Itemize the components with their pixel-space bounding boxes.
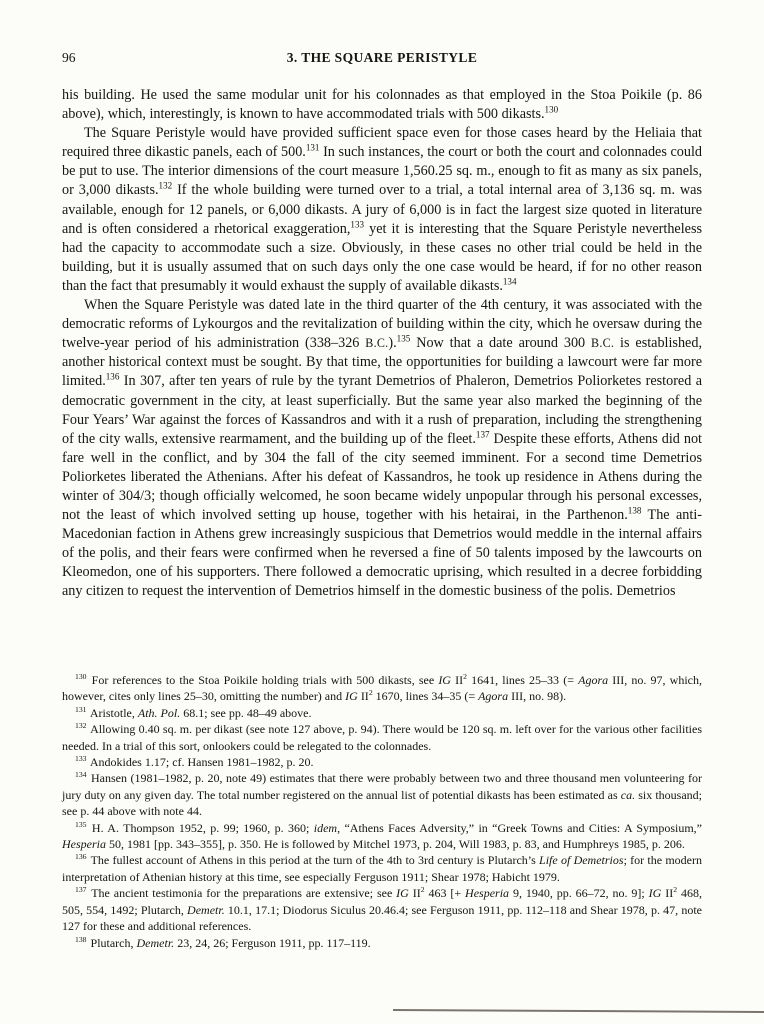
text-run: Plutarch, [90,935,137,950]
text-run: his building. He used the same modular unit for his colonnades as that employed in the Stoa Poikile (p. 86 above), which, interestingly, is known to have accommodated trials with 500 dikasts. [62,87,702,123]
text-run: ). [388,335,397,352]
text-run: III, no. 98). [508,689,567,704]
footnote [62,721,702,754]
small-caps-text: B.C. [365,336,389,351]
footnote-ref: 130 [544,104,559,115]
text-run: Allowing 0.40 sq. m. per dikast (see note 127 above, p. 94). There would be 120 sq. m. left over for the various other facilities needed. In a trial of this sort, onlookers could be relegated to the colonnades. [62,722,702,753]
footnote [62,672,702,705]
italic-text: Hesperia [465,886,510,901]
text-run: 10.1, 17.1; Diodorus Siculus 20.46.4; see Ferguson 1911, pp. 112–118 and Shear 1978, p. 47, note 127 for these and additional references. [62,902,702,934]
footnote-ref: 2 [673,885,678,895]
text-run: In 307, after ten years of rule by the tyrant Demetrios of Phaleron, Demetrios Poliorketes restored a democratic government in the city, at least superficially. But the same year also marked the beginning of the Four Years’ War against the forces of Kassandros and with it a rush of preparation, including the strengthening of the city walls, extensive rearmament, and the building up of the fleet. [62,373,702,447]
footnote-ref: 135 [396,333,411,344]
body-text [62,86,702,602]
footnote-ref: 136 [105,371,120,382]
text-run: In such instances, the court or both the court and colonnades could be put to use. The interior dimensions of the court measure 1,560.25 sq. m., enough to fit as many as six panels, or 3,000 dikasts. [62,144,703,199]
italic-text: Demetr. [136,935,175,950]
text-run: If the whole building were turned over to a trial, a total internal area of 3,136 sq. m. was available, enough for 12 panels, or 6,000 dikasts. A jury of 6,000 is in fact the largest size quoted in literature and is often considered a rhetorical exaggeration, [62,182,702,237]
text-run: Andokides 1.17; cf. Hansen 1981–1982, p. 20. [89,755,314,770]
text-run: III, no. 97, which, however, cites only lines 25–30, omitting the number) and [62,673,702,704]
text-run: 23, 24, 26; Ferguson 1911, pp. 117–119. [174,935,371,950]
footnote [62,820,702,853]
text-run: , “Athens Faces Adversity,” in “Greek Towns and Cities: A Symposium,” [337,820,702,835]
text-run: Aristotle, [89,705,138,720]
footnote-ref: 134 [502,276,517,287]
text-run: II [661,886,674,901]
footnote-ref: 133 [350,218,365,229]
italic-text: Ath. Pol. [137,705,181,720]
text-run: II [450,673,464,687]
text-run: 1641, lines 25–33 (= [466,673,579,687]
text-run: Now that a date around 300 [410,335,592,352]
italic-text: Agora [578,673,609,687]
italic-text: IG [438,673,451,687]
text-run: 9, 1940, pp. 66–72, no. 9]; [509,886,649,901]
footnote-ref: 138 [627,505,642,516]
footnote [62,705,702,721]
footnote [62,935,702,951]
text-run: The fullest account of Athens in this period at the turn of the 4th to 3rd century is Plutarch’s [90,853,540,868]
footnote-ref: 2 [463,672,467,681]
text-run: H. A. Thompson 1952, p. 99; 1960, p. 360; [91,820,314,835]
text-run: ; for the modern interpretation of Athenian history at this time, see especially Ferguson 1911; Shear 1978; Habicht 1979. [62,853,702,884]
text-run: Hansen (1981–1982, p. 20, note 49) estimates that there were probably between two and three thousand men volunteering for jury duty on any given day. The total number registered on the annual list of potential dikasts has been estimated as [62,771,703,802]
footnote-number: 131 [75,704,87,714]
page-edge-scan-artifact [393,1009,764,1013]
text-run: 1670, lines 34–35 (= [372,689,479,704]
text-run: II [357,689,369,704]
footnote-number: 138 [75,934,87,944]
text-run: 50, 1981 [pp. 343–355], p. 350. He is followed by Mitchel 1973, p. 204, Will 1983, p. 83, and Humphreys 1985, p. 206. [106,837,685,852]
running-head: 3. THE SQUARE PERISTYLE [286,50,478,65]
footnote-ref: 131 [305,142,320,153]
footnote-number: 134 [75,770,87,780]
text-run: six thousand; see p. 44 above with note 44. [62,787,702,819]
footnote-number: 133 [75,754,87,764]
footnote [62,852,702,885]
text-run: The Square Peristyle would have provided sufficient space even for those cases heard by the Heliaia that required three dikastic panels, each of 500. [62,125,702,161]
paragraph [62,296,702,602]
footnote-number: 132 [75,721,87,731]
text-run: II [408,886,421,901]
italic-text: idem [313,820,338,835]
footnote [62,770,702,819]
italic-text: Demetr. [187,902,225,917]
text-run: When the Square Peristyle was dated late in the third quarter of the 4th century, it was associated with the democratic reforms of Lykourgos and the revitalization of building within the city, which he oversaw during the twelve-year period of his administration (338–326 [62,297,702,352]
footnote-ref: 137 [475,428,490,439]
small-caps-text: B.C. [591,336,615,351]
italic-text: Agora [478,689,509,704]
text-run: 468, 505, 554, 1492; Plutarch, [62,886,702,917]
italic-text: Hesperia [62,837,106,852]
footnote [62,754,702,770]
text-run: 463 [+ [424,886,466,901]
paragraph [62,86,702,124]
italic-text: Life of Demetrios [539,853,624,868]
footnote [62,885,702,934]
text-run: The anti-Macedonian faction in Athens grew increasingly suspicious that Demetrios would meddle in the internal affairs of the polis, and their fears were confirmed when he reversed a fine of 50 talents imposed by the lawcourts on Kleomedon, one of his supporters. There followed a democratic uprising, which resulted in a decree forbidding any citizen to request the intervention of Demetrios himself in the domestic business of the polis. Demetrios [62,507,702,600]
paragraph [62,124,702,296]
italic-text: IG [396,886,409,901]
page-header [62,50,702,68]
italic-text: IG [345,689,358,704]
footnote-ref: 2 [368,688,373,698]
footnote-number: 135 [75,819,87,829]
footnote-number: 137 [75,885,87,895]
text-run: 68.1; see pp. 48–49 above. [180,705,312,720]
italic-text: ca. [620,787,636,802]
footnote-number: 136 [75,852,87,862]
footnote-number: 130 [75,672,87,681]
text-run: is established, another historical context must be sought. By that time, the opportunities for building a lawcourt were far more limited. [62,335,702,390]
footnote-ref: 2 [420,885,425,895]
page-number: 96 [62,50,76,65]
text-run: yet it is interesting that the Square Peristyle nevertheless had the capacity to accommodate such a size. Obviously, in these cases no other trial could be held in the building, but it is usually assumed that on such days only the one case would be heard, if for no other reason than the fact that presumably it would exhaust the supply of available dikasts. [62,220,702,294]
italic-text: IG [648,886,662,901]
text-run: The ancient testimonia for the preparations are extensive; see [91,886,397,901]
text-run: For references to the Stoa Poikile holding trials with 500 dikasts, see [91,673,439,687]
footnotes [62,672,702,951]
text-run: Despite these efforts, Athens did not fare well in the conflict, and by 304 the fall of the city seemed imminent. For a second time Demetrios Poliorketes liberated the Athenians. After his defeat of Kassandros, he took up residence in Athens during the winter of 304/3; though officially welcomed, he soon became widely unpopular through his personal excesses, not the least of which involved setting up house, together with his hetairai, in the Parthenon. [62,430,702,524]
footnote-ref: 132 [158,180,173,191]
